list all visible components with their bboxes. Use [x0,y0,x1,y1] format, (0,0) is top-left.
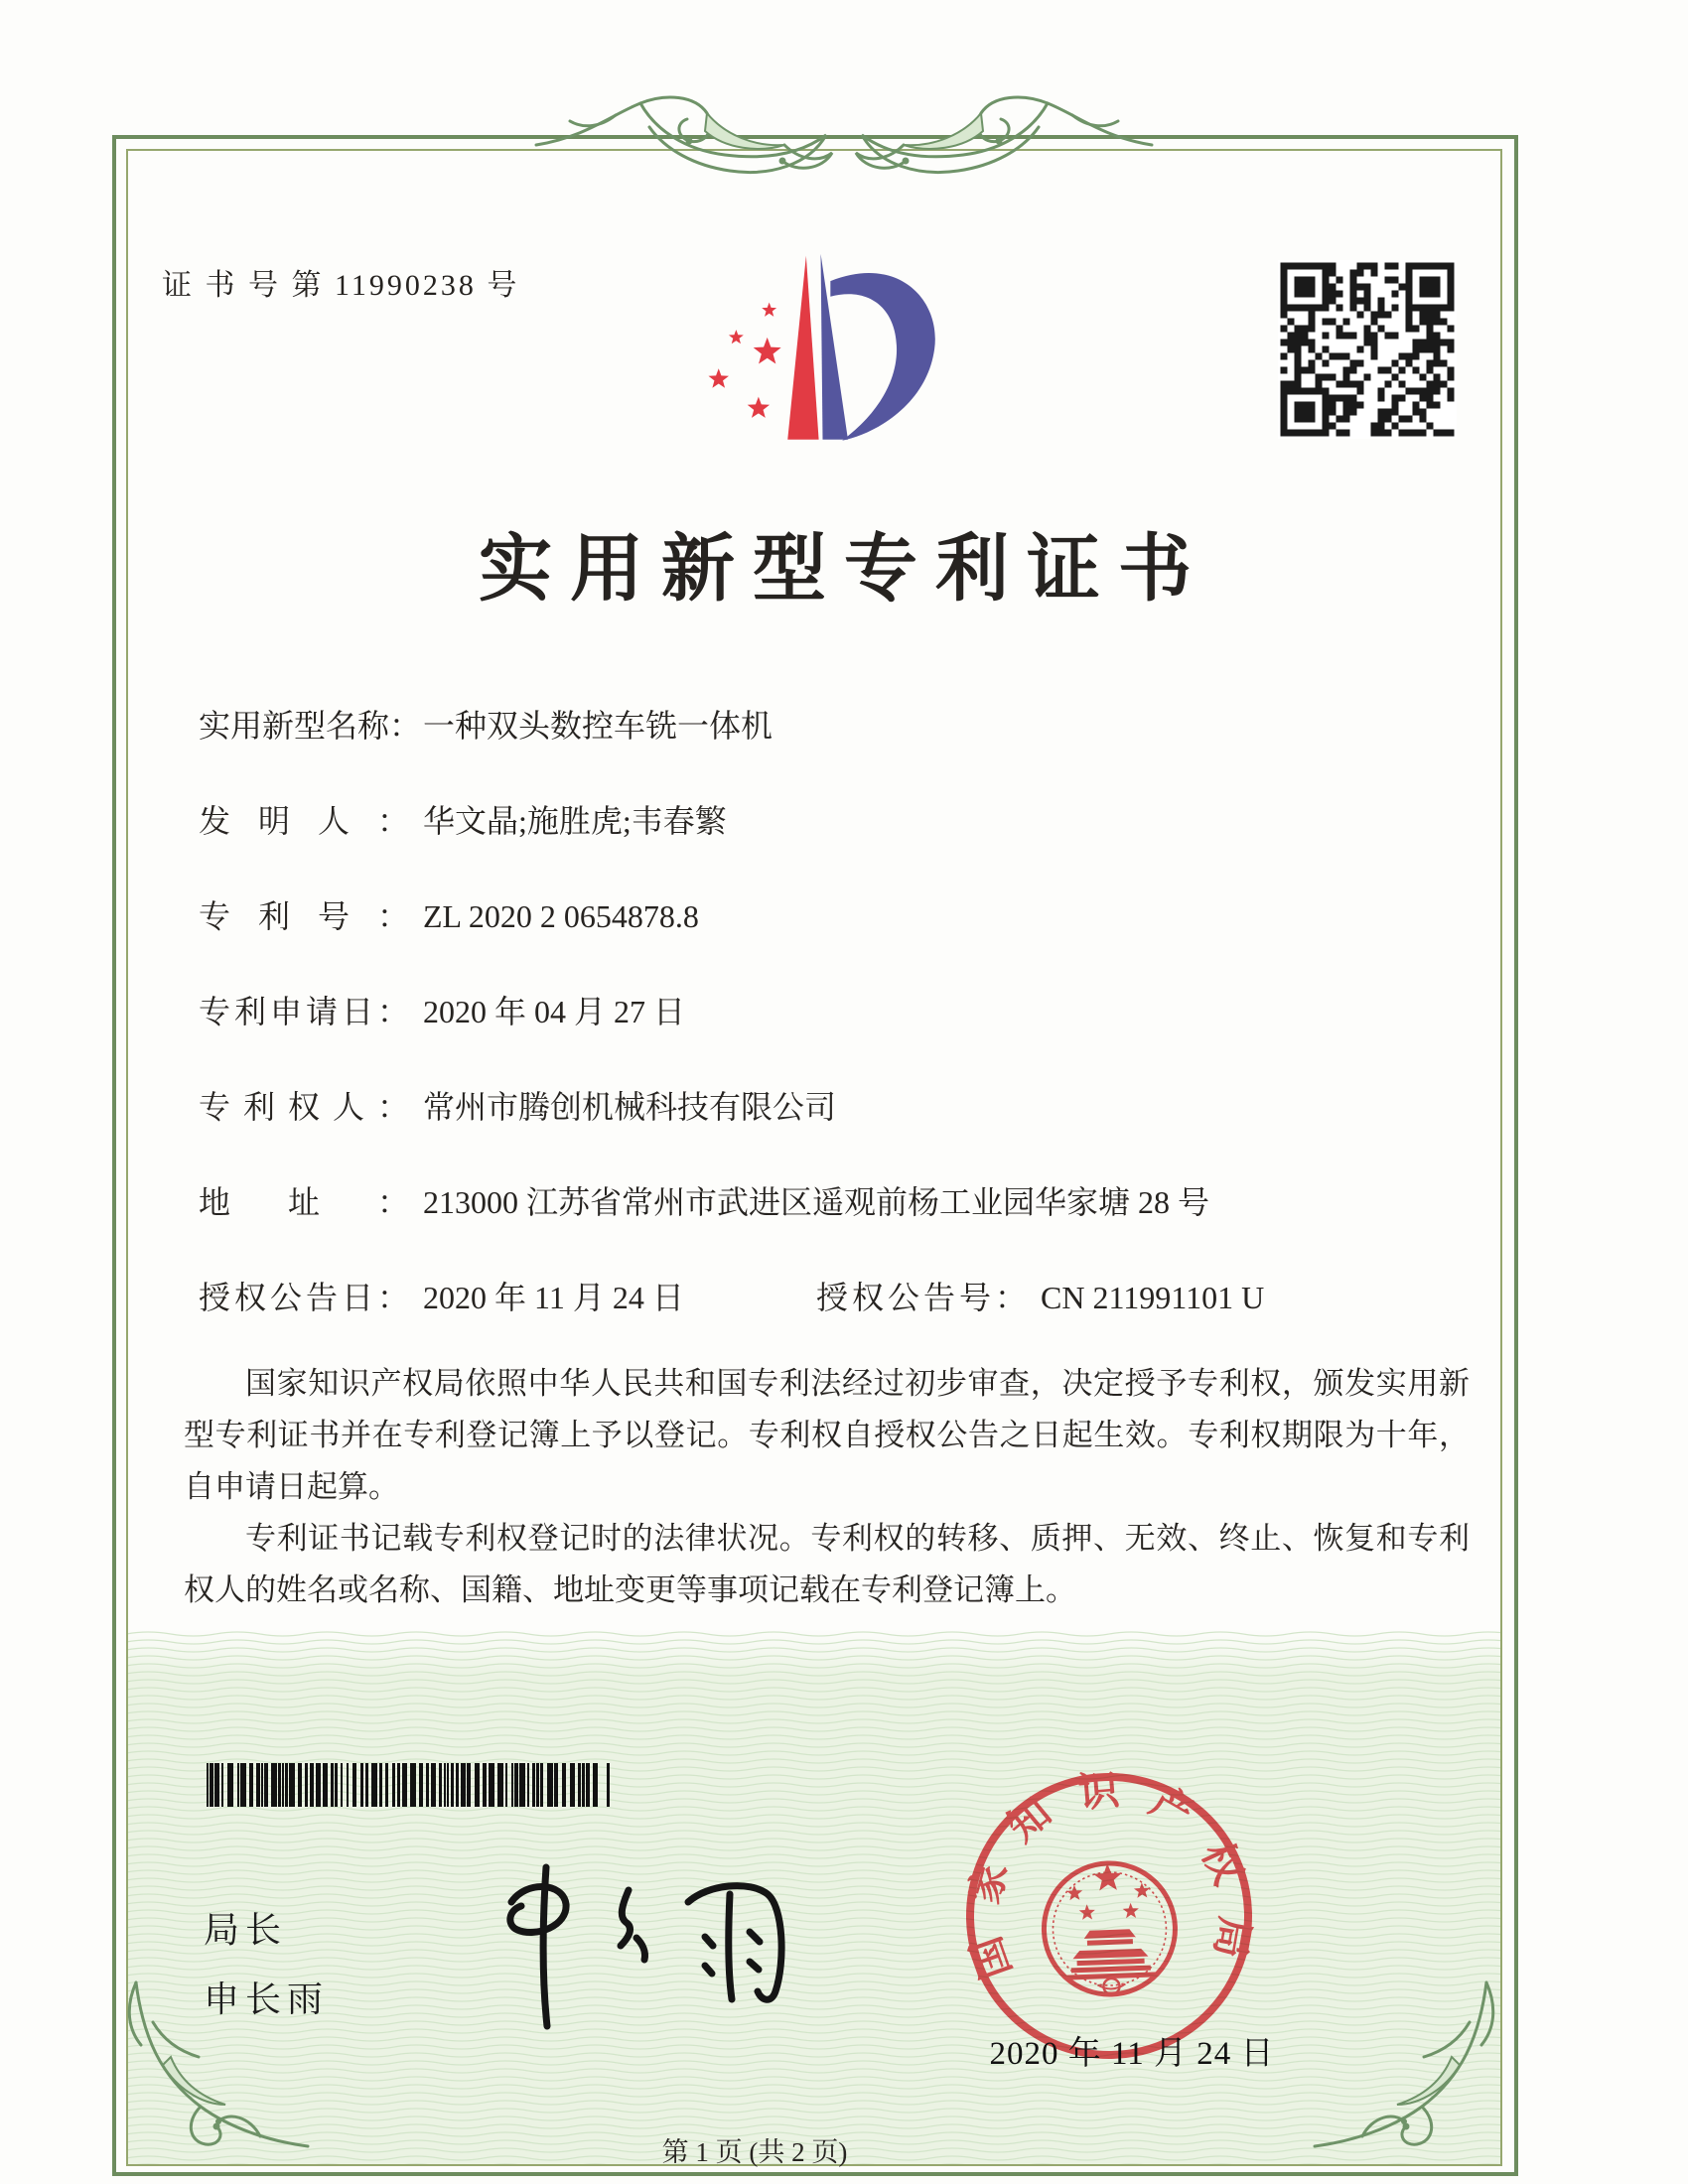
top-right-flourish-ornament [844,75,1162,224]
qr-code [1278,260,1457,439]
cnipa-seal-icon [955,1762,1263,2070]
field-value: 2020 年 04 月 27 日 [423,994,686,1029]
field-label: 授权公告号： [816,1280,1027,1315]
director-title: 局长 [204,1909,288,1950]
certificate-title: 实用新型专利证书 [479,529,1209,611]
field-row-patent-number [199,891,699,935]
field-value: CN 211991101 U [1041,1280,1265,1315]
certificate-number: 证 书 号 第 11990238 号 [162,269,520,302]
director-name: 申长雨 [204,1979,330,2019]
logo-red-wedge [787,256,818,440]
issue-date: 2020 年 11 月 24 日 [989,2036,1275,2072]
legal-paragraph-1: 国家知识产权局依照中华人民共和国专利法经过初步审查，决定授予专利权，颁发实用新型专利证书并在专利登记簿上予以登记。专利权自授权公告之日起生效。专利权期限为十年，自申请日起算。 [184,1366,1470,1504]
page-number: 第 1 页 (共 2 页) [661,2137,848,2167]
field-label: 发明人： [199,803,409,839]
field-label: 实用新型名称： [199,708,422,744]
seal-text: 国家知识产权局 [960,1766,1259,1985]
legal-text [184,1358,1470,1616]
cnipa-logo [650,240,948,474]
director-signature-icon [452,1843,829,2051]
field-label: 专利权人： [199,1089,409,1125]
field-row-patentee [199,1082,836,1126]
field-value: 华文晶;施胜虎;韦春繁 [423,803,727,839]
bottom-right-corner-ornament [1303,1968,1501,2166]
logo-blue-bowl [830,273,934,441]
field-row-utility-model-name [199,701,773,745]
field-value: 常州市腾创机械科技有限公司 [423,1089,837,1125]
top-left-flourish-ornament [526,75,844,224]
barcode [207,1763,614,1807]
tiananmen-gate [1064,1928,1158,1979]
field-label: 授权公告日： [199,1280,409,1315]
field-row-grant-number [816,1273,1264,1316]
field-label: 专利申请日： [199,994,409,1029]
field-value: 213000 江苏省常州市武进区遥观前杨工业园华家塘 28 号 [423,1184,1210,1220]
field-value: 2020 年 11 月 24 日 [423,1280,684,1315]
field-row-address [199,1177,1209,1221]
field-value: 一种双头数控车铣一体机 [423,708,774,744]
logo-stars [708,303,780,418]
legal-paragraph-2: 专利证书记载专利权登记时的法律状况。专利权的转移、质押、无效、终止、恢复和专利权人的姓名或名称、国籍、地址变更等事项记载在专利登记簿上。 [184,1521,1470,1607]
national-emblem [1042,1861,1178,1997]
field-row-inventors [199,796,727,840]
field-row-filing-date [199,987,685,1030]
field-label: 地址： [199,1184,409,1220]
field-label: 专利号： [199,898,409,934]
field-value: ZL 2020 2 0654878.8 [423,898,699,934]
field-row-grant-date [199,1273,684,1316]
